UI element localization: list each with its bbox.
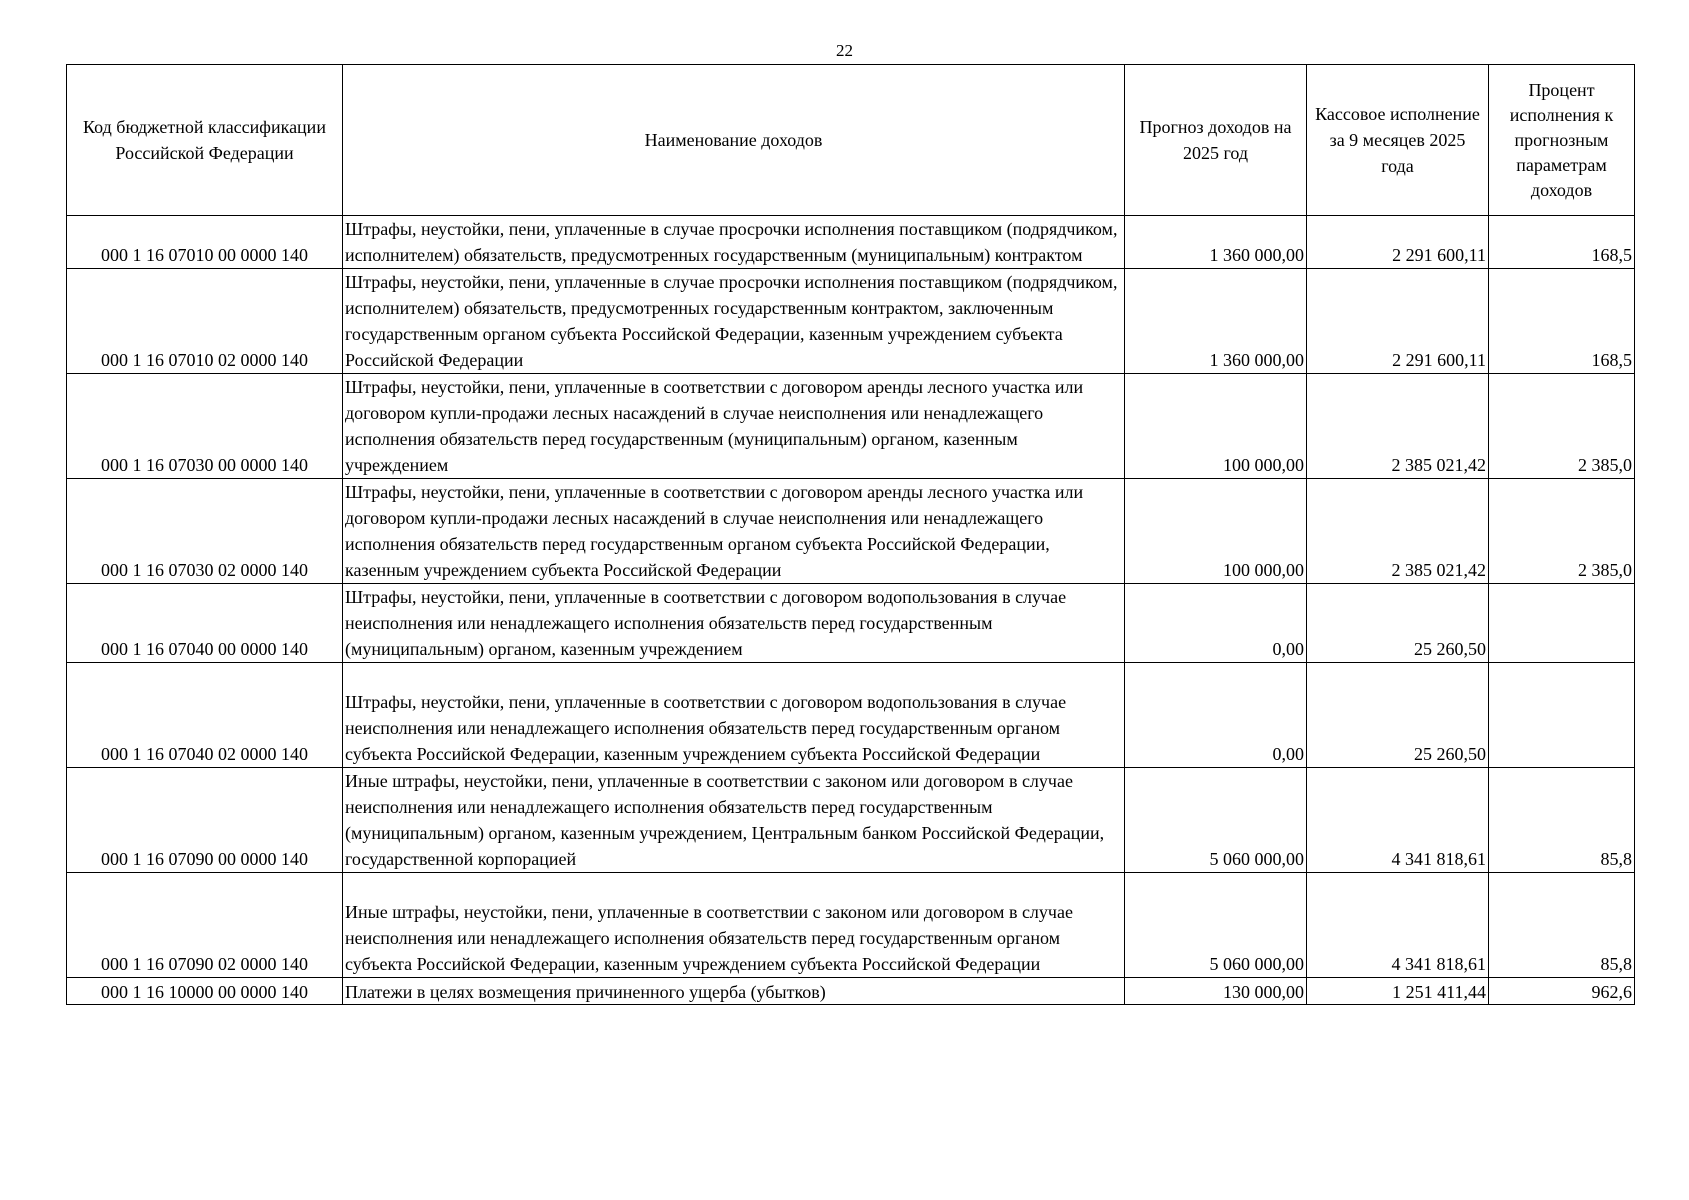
table-row [67,663,1635,768]
row-execution: 1 251 411,44 [1307,978,1489,1005]
row-execution: 2 385 021,42 [1307,374,1489,479]
header-code: Код бюджетной классификации Российской Федерации [67,65,343,216]
table-row [67,269,1635,374]
row-execution: 25 260,50 [1307,663,1489,768]
row-code: 000 1 16 07090 02 0000 140 [67,873,343,978]
row-percent: 85,8 [1489,873,1635,978]
page-number: 22 [836,41,853,60]
row-percent: 168,5 [1489,216,1635,269]
row-code: 000 1 16 07040 02 0000 140 [67,663,343,768]
table-row [67,216,1635,269]
row-execution: 4 341 818,61 [1307,768,1489,873]
row-forecast: 100 000,00 [1125,479,1307,584]
row-forecast: 5 060 000,00 [1125,768,1307,873]
table-header-row [67,65,1635,216]
table-row [67,978,1635,1005]
row-code: 000 1 16 07030 02 0000 140 [67,479,343,584]
row-name: Платежи в целях возмещения причиненного ущерба (убытков) [343,978,1125,1005]
table-row [67,479,1635,584]
row-code: 000 1 16 07090 00 0000 140 [67,768,343,873]
row-code: 000 1 16 10000 00 0000 140 [67,978,343,1005]
row-execution: 2 385 021,42 [1307,479,1489,584]
table-row [67,768,1635,873]
row-name: Иные штрафы, неустойки, пени, уплаченные в соответствии с законом или договором в случае неисполнения или ненадлежащего исполнения обязательств перед государственным (муниципальным) органом, казенным учреждением, Центральным банком Российской Федерации, государственной корпорацией [343,768,1125,873]
row-code: 000 1 16 07040 00 0000 140 [67,584,343,663]
row-percent [1489,584,1635,663]
row-percent: 962,6 [1489,978,1635,1005]
row-percent: 168,5 [1489,269,1635,374]
row-execution: 25 260,50 [1307,584,1489,663]
row-forecast: 5 060 000,00 [1125,873,1307,978]
row-name: Штрафы, неустойки, пени, уплаченные в соответствии с договором аренды лесного участка или договором купли-продажи лесных насаждений в случае неисполнения или ненадлежащего исполнения обязательств перед государственным (муниципальным) органом, казенным учреждением [343,374,1125,479]
row-percent: 2 385,0 [1489,374,1635,479]
row-percent: 2 385,0 [1489,479,1635,584]
row-code: 000 1 16 07010 02 0000 140 [67,269,343,374]
header-forecast: Прогноз доходов на 2025 год [1125,65,1307,216]
header-percent: Процент исполнения к прогнозным параметрам доходов [1489,65,1635,216]
row-name: Штрафы, неустойки, пени, уплаченные в случае просрочки исполнения поставщиком (подрядчиком, исполнителем) обязательств, предусмотренных государственным (муниципальным) контрактом [343,216,1125,269]
row-percent [1489,663,1635,768]
row-forecast: 1 360 000,00 [1125,269,1307,374]
row-forecast: 0,00 [1125,663,1307,768]
table-row [67,873,1635,978]
row-name: Штрафы, неустойки, пени, уплаченные в соответствии с договором водопользования в случае неисполнения или ненадлежащего исполнения обязательств перед государственным органом субъекта Российской Федерации, казенным учреждением субъекта Российской Федерации [343,663,1125,768]
row-name: Штрафы, неустойки, пени, уплаченные в случае просрочки исполнения поставщиком (подрядчиком, исполнителем) обязательств, предусмотренных государственным контрактом, заключенным государственным органом субъекта Российской Федерации, казенным учреждением субъекта Российской Федерации [343,269,1125,374]
row-forecast: 130 000,00 [1125,978,1307,1005]
row-name: Штрафы, неустойки, пени, уплаченные в соответствии с договором водопользования в случае неисполнения или ненадлежащего исполнения обязательств перед государственным (муниципальным) органом, казенным учреждением [343,584,1125,663]
row-name: Иные штрафы, неустойки, пени, уплаченные в соответствии с законом или договором в случае неисполнения или ненадлежащего исполнения обязательств перед государственным органом субъекта Российской Федерации, казенным учреждением субъекта Российской Федерации [343,873,1125,978]
budget-revenue-table [66,64,1635,1005]
header-execution: Кассовое исполнение за 9 месяцев 2025 года [1307,65,1489,216]
table-row [67,374,1635,479]
row-forecast: 1 360 000,00 [1125,216,1307,269]
row-name: Штрафы, неустойки, пени, уплаченные в соответствии с договором аренды лесного участка или договором купли-продажи лесных насаждений в случае неисполнения или ненадлежащего исполнения обязательств перед государственным органом субъекта Российской Федерации, казенным учреждением субъекта Российской Федерации [343,479,1125,584]
row-execution: 2 291 600,11 [1307,216,1489,269]
row-forecast: 0,00 [1125,584,1307,663]
header-name: Наименование доходов [343,65,1125,216]
row-forecast: 100 000,00 [1125,374,1307,479]
row-execution: 2 291 600,11 [1307,269,1489,374]
table-row [67,584,1635,663]
row-percent: 85,8 [1489,768,1635,873]
row-execution: 4 341 818,61 [1307,873,1489,978]
row-code: 000 1 16 07010 00 0000 140 [67,216,343,269]
row-code: 000 1 16 07030 00 0000 140 [67,374,343,479]
